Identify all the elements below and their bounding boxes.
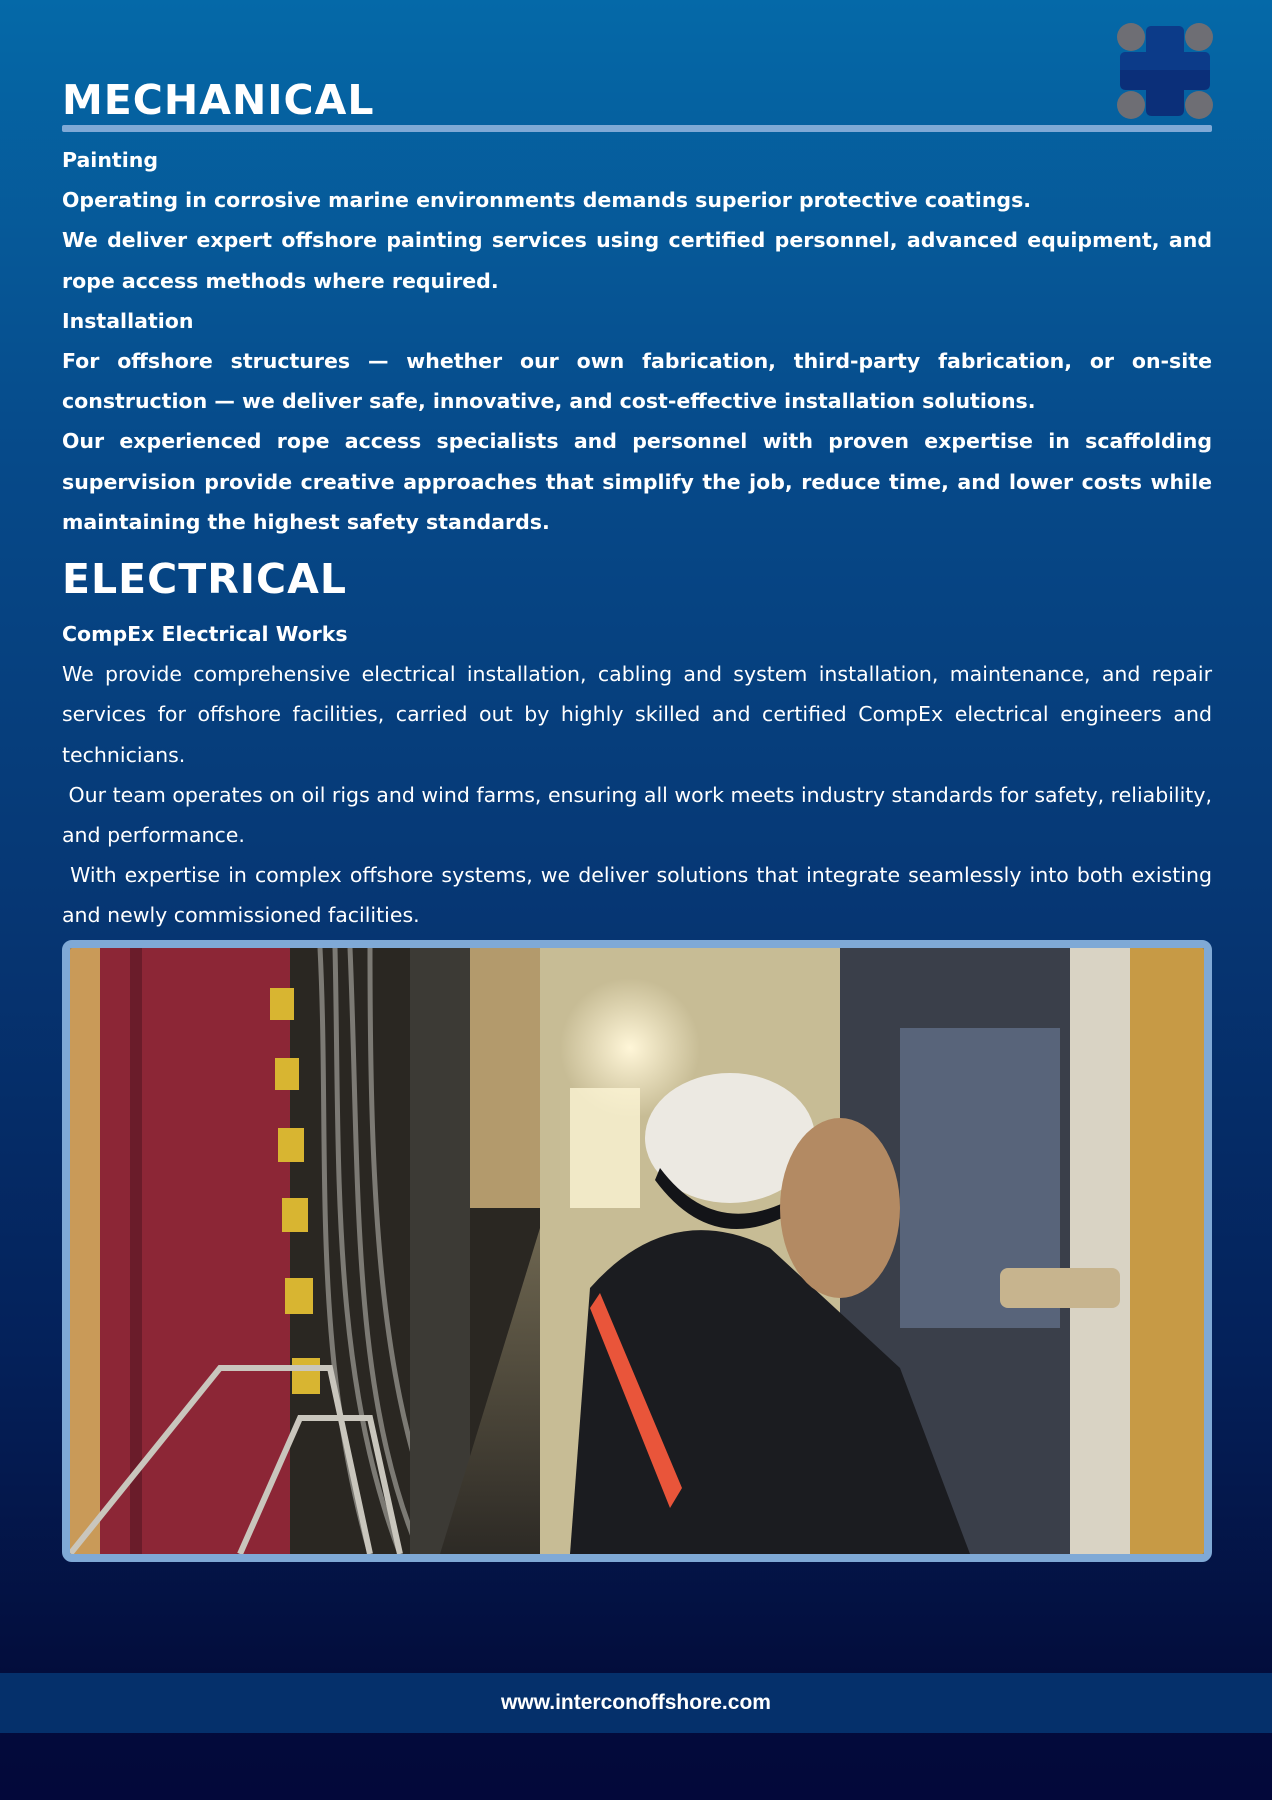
installation-paragraph-1: For offshore structures — whether our own fabrication, third-party fabrication, or on-site construction — we deliver safe, innovative, and cost-effective installation solutions.	[62, 349, 1212, 414]
electrical-title: ELECTRICAL	[62, 555, 347, 603]
painting-paragraph-1: Operating in corrosive marine environments demands superior protective coatings.	[62, 188, 1032, 213]
electrical-paragraph-2: Our team operates on oil rigs and wind farms, ensuring all work meets industry standards for safety, reliability, and performance.	[62, 782, 1219, 848]
mechanical-section	[62, 140, 1212, 542]
title-divider	[62, 125, 1212, 132]
electrical-paragraph-1: We provide comprehensive electrical installation, cabling and system installation, maintenance, and repair services for offshore facilities, carried out by highly skilled and certified CompEx electrical engineers and technicians.	[62, 662, 1212, 767]
website-link[interactable]: www.interconoffshore.com	[501, 1691, 771, 1714]
compex-heading: CompEx Electrical Works	[62, 622, 348, 646]
installation-heading: Installation	[62, 308, 194, 333]
mechanical-title: MECHANICAL	[62, 76, 375, 124]
electrical-section	[62, 614, 1219, 936]
installation-paragraph-2: Our experienced rope access specialists and personnel with proven expertise in scaffolding supervision provide creative approaches that simplify the job, reduce time, and lower costs while maintaining the highest safety standards.	[62, 429, 1212, 534]
footer-bar	[0, 1673, 1272, 1733]
painting-heading: Painting	[62, 148, 159, 172]
electrical-paragraph-3: With expertise in complex offshore systems, we deliver solutions that integrate seamlessly into both existing and newly commissioned facilities.	[62, 863, 1219, 928]
offshore-worker-photo	[62, 940, 1212, 1562]
painting-paragraph-2: We deliver expert offshore painting services using certified personnel, advanced equipment, and rope access methods where required.	[62, 228, 1212, 293]
intercon-logo-icon	[1116, 22, 1214, 120]
